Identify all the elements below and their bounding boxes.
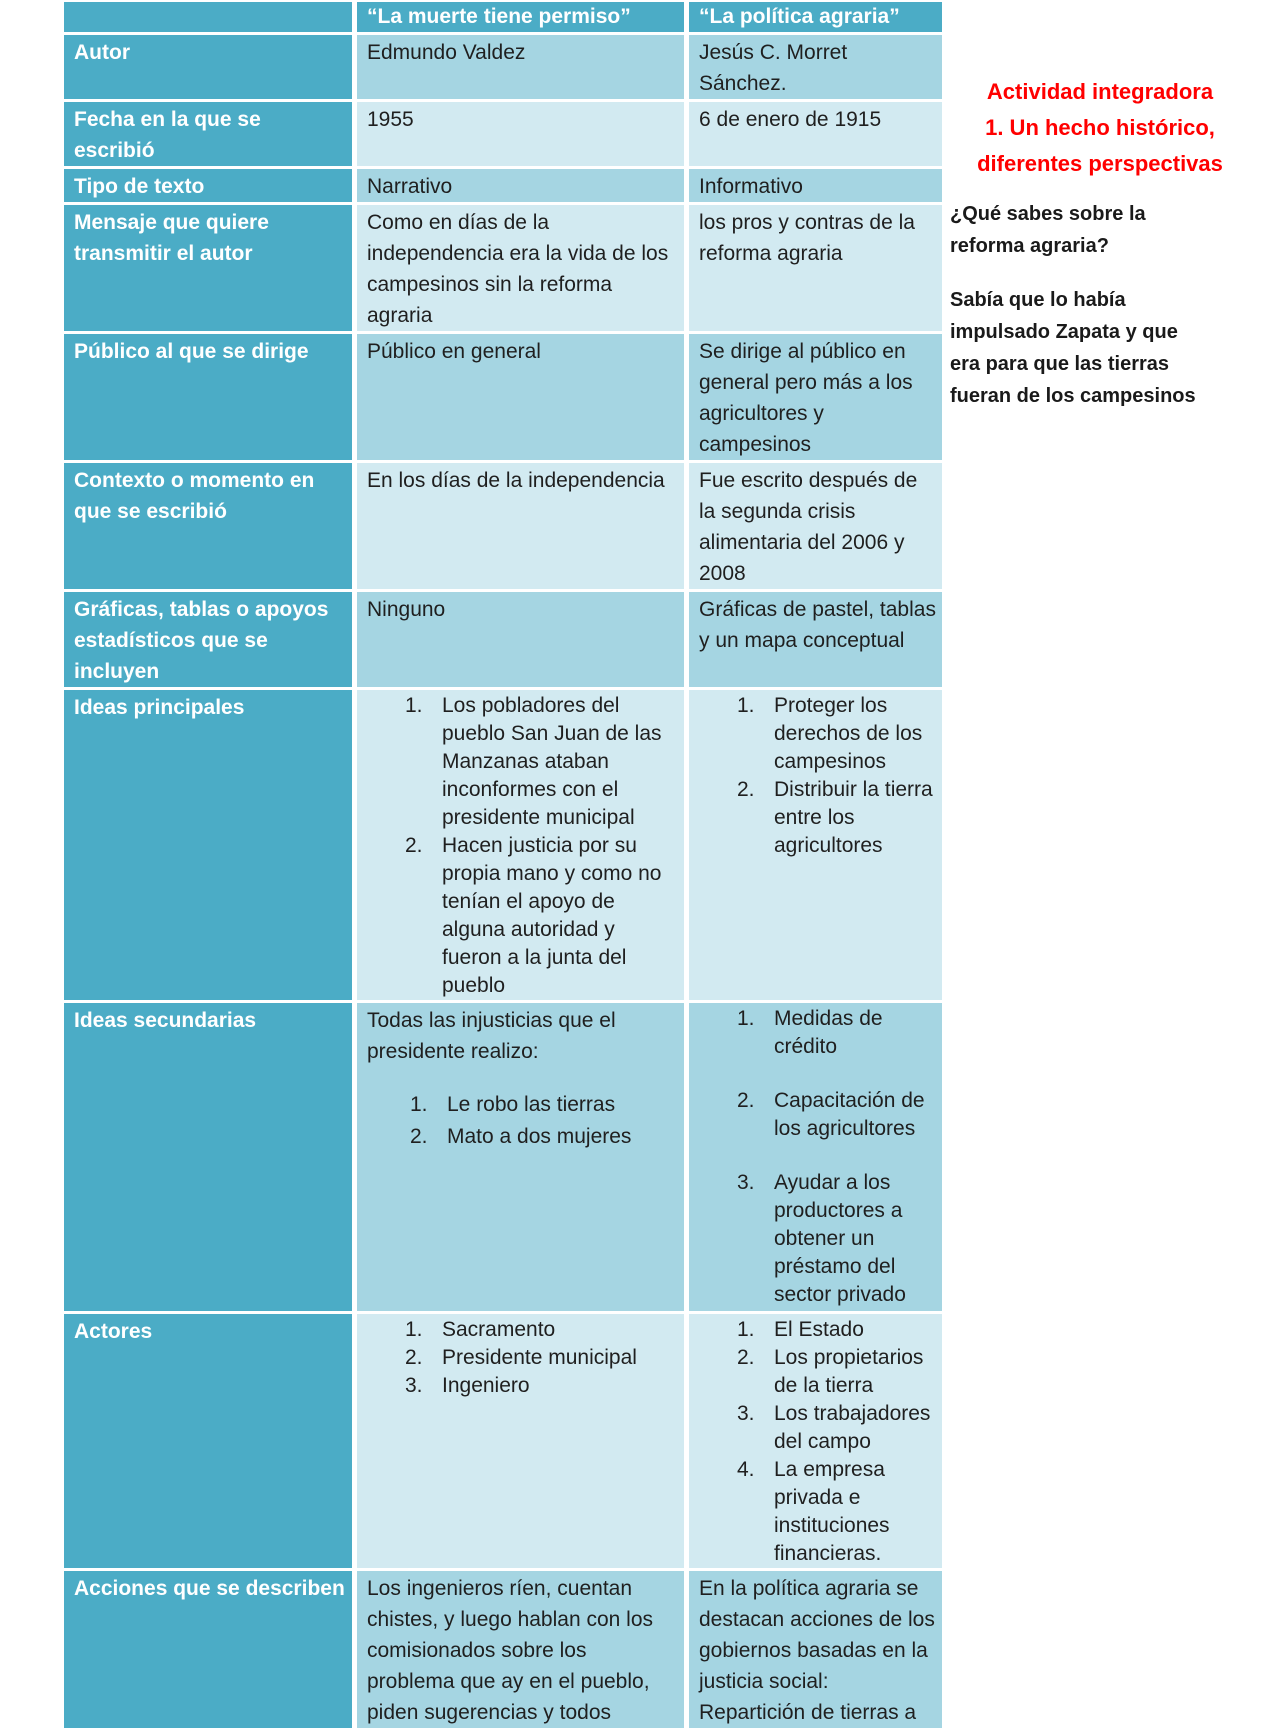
list-item: 2. Los propietarios de la tierra [737, 1346, 924, 1397]
list-item: 1. Le robo las tierras [410, 1093, 616, 1116]
row-label: Actores [64, 1314, 357, 1571]
cell-politica: los pros y contras de la reforma agraria [689, 205, 942, 334]
list-item: 3. Ayudar a los productores a obtener un préstamo del sector privado [737, 1171, 906, 1306]
list-item: 3. Ingeniero [405, 1374, 530, 1397]
row-ideas-principales [64, 690, 942, 1003]
row-acciones [64, 1571, 942, 1731]
list-item: 2. Distribuir la tierra entre los agricultores [737, 778, 933, 857]
header-col-muerte: “La muerte tiene permiso” [357, 2, 689, 35]
cell-muerte: 1955 [357, 102, 689, 169]
cell-muerte: Público en general [357, 334, 689, 463]
list-gap [774, 1143, 936, 1169]
question-text: ¿Qué sabes sobre la reforma agraria? [950, 203, 1146, 257]
ideas-principales-list [737, 692, 936, 860]
list-item: 2. Capacitación de los agricultores [737, 1089, 925, 1140]
cell-muerte: En los días de la independencia [357, 463, 689, 592]
ideas-secundarias-list [367, 1089, 678, 1153]
header-row [64, 2, 942, 35]
cell-politica: Informativo [689, 169, 942, 205]
cell-muerte: Edmundo Valdez [357, 35, 689, 102]
cell-muerte: Como en días de la independencia era la vida de los campesinos sin la reforma agraria [357, 205, 689, 334]
row-label: Autor [64, 35, 357, 102]
list-gap [774, 1061, 936, 1087]
row-actores [64, 1314, 942, 1571]
header-blank-cell [64, 2, 357, 35]
cell-politica: 6 de enero de 1915 [689, 102, 942, 169]
list-item: 4. La empresa privada e instituciones financieras. [737, 1458, 890, 1565]
row-publico [64, 334, 942, 463]
cell-politica: Se dirige al público en general pero más a los agricultores y campesinos [689, 334, 942, 463]
row-label: Fecha en la que se escribió [64, 102, 357, 169]
row-mensaje [64, 205, 942, 334]
cell-muerte [357, 1003, 689, 1314]
ideas-secundarias-list [737, 1005, 936, 1309]
row-label: Mensaje que quiere transmitir el autor [64, 205, 357, 334]
row-label: Ideas principales [64, 690, 357, 1003]
cell-politica: Jesús C. Morret Sánchez. [689, 35, 942, 102]
row-autor [64, 35, 942, 102]
answer-text: Sabía que lo había impulsado Zapata y que era para que las tierras fueran de los campesinos [950, 289, 1196, 407]
cell-muerte [357, 690, 689, 1003]
row-ideas-secundarias [64, 1003, 942, 1314]
cell-politica: Gráficas de pastel, tablas y un mapa conceptual [689, 592, 942, 690]
list-item: 2. Presidente municipal [405, 1346, 637, 1369]
list-item: 2. Hacen justicia por su propia mano y como no tenían el apoyo de alguna autoridad y fueron a la junta del pueblo [405, 834, 662, 997]
row-label: Ideas secundarias [64, 1003, 357, 1314]
row-tipo [64, 169, 942, 205]
row-contexto [64, 463, 942, 592]
row-graficas [64, 592, 942, 690]
comparison-table [64, 2, 942, 1731]
row-label: Gráficas, tablas o apoyos estadísticos que se incluyen [64, 592, 357, 690]
cell-muerte: Los ingenieros ríen, cuentan chistes, y luego hablan con los comisionados sobre los problema que ay en el pueblo, piden sugerencias y todos [357, 1571, 689, 1731]
activity-title: Actividad integradora 1. Un hecho histórico, diferentes perspectivas [977, 79, 1223, 176]
list-item: 1. Sacramento [405, 1318, 556, 1341]
actores-list [737, 1316, 936, 1568]
row-label: Público al que se dirige [64, 334, 357, 463]
list-item: 1. Proteger los derechos de los campesinos [737, 694, 923, 773]
cell-politica [689, 1314, 942, 1571]
row-label: Acciones que se describen [64, 1571, 357, 1731]
side-panel [950, 74, 1250, 412]
cell-politica [689, 690, 942, 1003]
row-label: Tipo de texto [64, 169, 357, 205]
list-item: 3. Los trabajadores del campo [737, 1402, 931, 1453]
list-item: 1. Medidas de crédito [737, 1007, 883, 1058]
list-item: 2. Mato a dos mujeres [410, 1125, 632, 1148]
cell-muerte [357, 1314, 689, 1571]
ideas-principales-list [405, 692, 678, 1000]
row-fecha [64, 102, 942, 169]
ideas-secundarias-intro: Todas las injusticias que el presidente realizo: [367, 1009, 616, 1063]
cell-muerte: Narrativo [357, 169, 689, 205]
cell-politica [689, 1003, 942, 1314]
actores-list [405, 1316, 678, 1400]
cell-politica: Fue escrito después de la segunda crisis alimentaria del 2006 y 2008 [689, 463, 942, 592]
cell-muerte: Ninguno [357, 592, 689, 690]
cell-politica: En la política agraria se destacan acciones de los gobiernos basadas en la justicia social: Repartición de tierras a [689, 1571, 942, 1731]
header-col-politica: “La política agraria” [689, 2, 942, 35]
list-item: 1. El Estado [737, 1318, 864, 1341]
row-label: Contexto o momento en que se escribió [64, 463, 357, 592]
list-item: 1. Los pobladores del pueblo San Juan de las Manzanas ataban inconformes con el presidente municipal [405, 694, 662, 829]
